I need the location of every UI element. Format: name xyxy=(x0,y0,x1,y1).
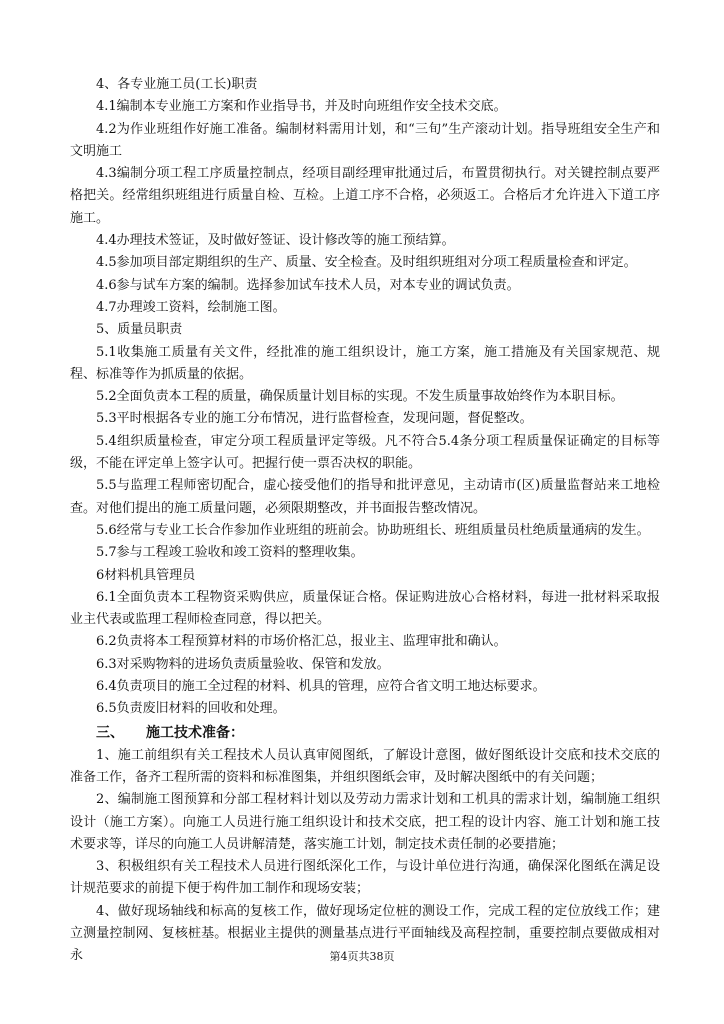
paragraph: 6材料机具管理员 xyxy=(96,567,196,583)
paragraph: 2、编制施工图预算和分部工程材料计划以及劳动力需求计划和工机具的需求计划，编制施工组织设计（施工方案）。向施工人员进行施工组织设计和技术交底，把工程的设计内容、施工计划和施工技术要求等，详尽的向施工人员讲解清楚，落实施工计划，制定技术责任制的必要措施； xyxy=(70,792,660,852)
paragraph: 4.1编制本专业施工方案和作业指导书，并及时向班组作安全技术交底。 xyxy=(96,99,507,115)
section-title: 施工技术准备： xyxy=(146,724,244,741)
paragraph: 5.4组织质量检查，审定分项工程质量评定等级。凡不符合5.4条分项工程质量保证确定的目标等级，不能在评定单上签字认可。把握行使一票否决权的职能。 xyxy=(70,433,660,472)
paragraph: 5.2全面负责本工程的质量，确保质量计划目标的实现。不发生质量事故始终作为本职目标。 xyxy=(96,389,624,405)
paragraph: 4.5参加项目部定期组织的生产、质量、安全检查。及时组织班组对分项工程质量检查和评定。 xyxy=(96,255,637,271)
paragraph: 4、各专业施工员(工长)职责 xyxy=(96,77,258,92)
paragraph: 5.3平时根据各专业的施工分布情况，进行监督检查，发现问题，督促整改。 xyxy=(96,411,533,427)
paragraph: 5.7参与工程竣工验收和竣工资料的整理收集。 xyxy=(96,545,364,561)
paragraph: 6.2负责将本工程预算材料的市场价格汇总，报业主、监理审批和确认。 xyxy=(96,634,507,650)
paragraph: 5.1收集施工质量有关文件，经批准的施工组织设计，施工方案，施工措施及有关国家规范、规程、标准等作为抓质量的依据。 xyxy=(70,344,660,382)
paragraph: 4.7办理竣工资料，绘制施工图。 xyxy=(96,299,286,315)
paragraph: 6.4负责项目的施工全过程的材料、机具的管理，应符合省文明工地达标要求。 xyxy=(96,679,546,695)
section-number: 三、 xyxy=(96,724,124,741)
paragraph: 5.6经常与专业工长合作参加作业班组的班前会。协助班组长、班组质量员杜绝质量通病的发生。 xyxy=(96,522,650,538)
document-body xyxy=(70,74,660,968)
paragraph: 1、施工前组织有关工程技术人员认真审阅图纸，了解设计意图，做好图纸设计交底和技术交底的准备工作，备齐工程所需的资料和标准图集，并组织图纸会审，及时解决图纸中的有关问题； xyxy=(70,747,660,785)
paragraph: 5、质量员职责 xyxy=(96,322,183,338)
paragraph: 4.3编制分项工程工序质量控制点，经项目副经理审批通过后，布置贯彻执行。对关键控制点要严格把关。经常组织班组进行质量自检、互检。上道工序不合格，必须返工。合格后才允许进入下道工序施工。 xyxy=(70,166,660,226)
paragraph: 6.1全面负责本工程物资采购供应，质量保证合格。保证购进放心合格材料，每进一批材料采取报业主代表或监理工程师检查同意，得以把关。 xyxy=(70,589,660,628)
paragraph: 5.5与监理工程师密切配合，虚心接受他们的指导和批评意见，主动请市(区)质量监督站来工地检查。对他们提出的施工质量问题，必须限期整改，并书面报告整改情况。 xyxy=(70,478,660,516)
paragraph: 3、积极组织有关工程技术人员进行图纸深化工作，与设计单位进行沟通，确保深化图纸在满足设计规范要求的前提下便于构件加工制作和现场安装； xyxy=(70,859,660,897)
page-number-footer: 第4页共38页 xyxy=(329,950,395,963)
paragraph: 4.6参与试车方案的编制。选择参加试车技术人员，对本专业的调试负责。 xyxy=(96,277,520,293)
section-heading xyxy=(70,721,660,745)
paragraph: 4、做好现场轴线和标高的复核工作，做好现场定位桩的测设工作，完成工程的定位放线工作；建立测量控制网、复核桩基。根据业主提供的测量基点进行平面轴线及高程控制，重要控制点要做成相对永 xyxy=(70,903,660,964)
paragraph: 4.4办理技术签证，及时做好签证、设计修改等的施工预结算。 xyxy=(96,233,455,249)
paragraph: 6.5负责废旧材料的回收和处理。 xyxy=(96,701,286,717)
paragraph: 4.2为作业班组作好施工准备。编制材料需用计划，和“三旬”生产滚动计划。指导班组安全生产和文明施工 xyxy=(70,121,660,159)
paragraph: 6.3对采购物料的进场负责质量验收、保管和发放。 xyxy=(96,656,390,672)
